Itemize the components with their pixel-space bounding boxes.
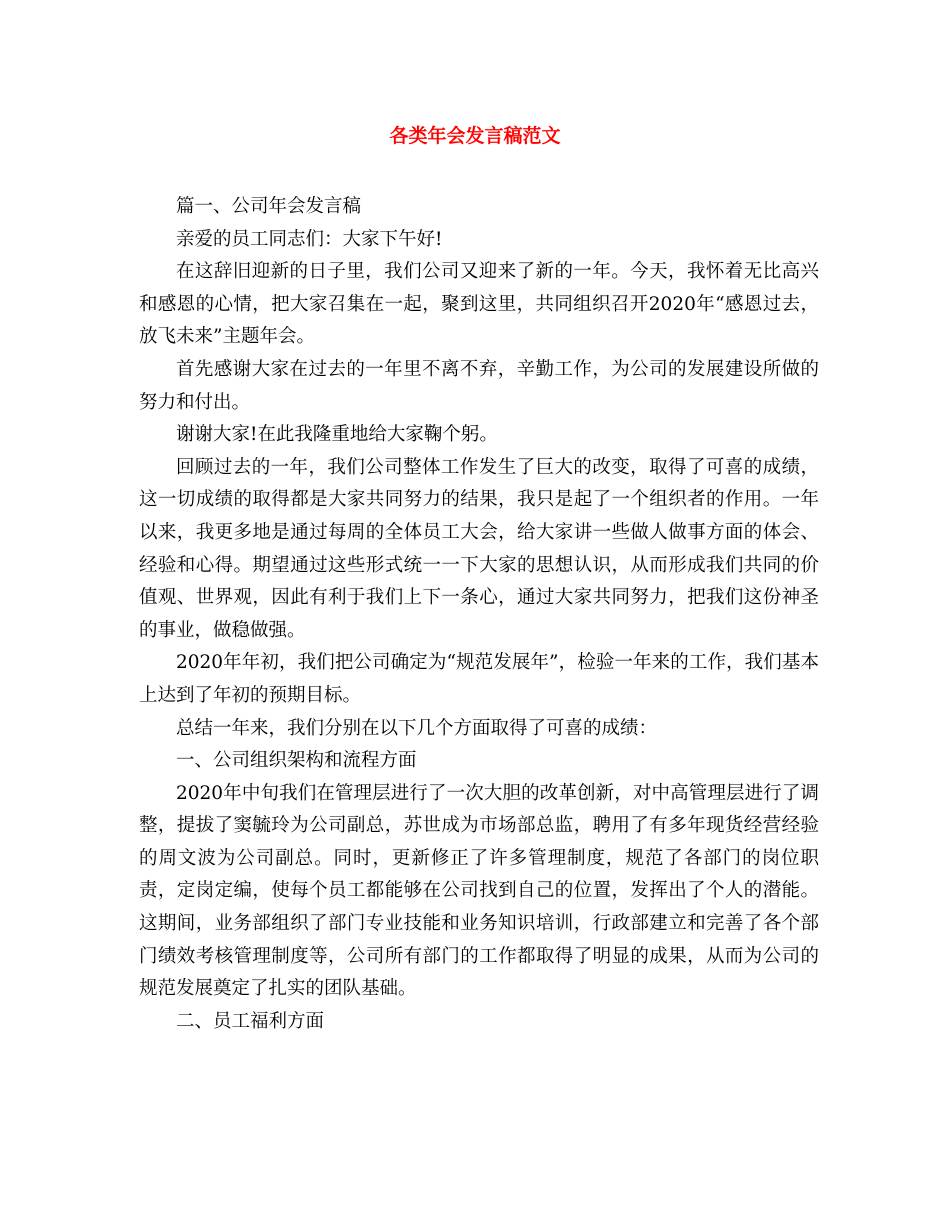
document-body xyxy=(139,191,819,1038)
document-title: 各类年会发言稿范文 xyxy=(389,125,561,147)
body-paragraph: 2020年中旬我们在管理层进行了一次大胆的改革创新，对中高管理层进行了调整，提拔了窦毓玲为公司副总，苏世成为市场部总监，聘用了有多年现货经营经验的周文波为公司副总。同时，更新修正了许多管理制度，规范了各部门的岗位职责，定岗定编，使每个员工都能够在公司找到自己的位置，发挥出了个人的潜能。这期间，业务部组织了部门专业技能和业务知识培训，行政部建立和完善了各个部门绩效考核管理制度等，公司所有部门的工作都取得了明显的成果，从而为公司的规范发展奠定了扎实的团队基础。 xyxy=(139,782,819,1000)
body-paragraph: 总结一年来，我们分别在以下几个方面取得了可喜的成绩： xyxy=(176,717,658,739)
body-paragraph: 谢谢大家!在此我隆重地给大家鞠个躬。 xyxy=(176,424,498,446)
body-paragraph: 回顾过去的一年，我们公司整体工作发生了巨大的改变，取得了可喜的成绩，这一切成绩的取得都是大家共同努力的结果，我只是起了一个组织者的作用。一年以来，我更多地是通过每周的全体员工大会，给大家讲一些做人做事方面的体会、经验和心得。期望通过这些形式统一一下大家的思想认识，从而形成我们共同的价值观、世界观，因此有利于我们上下一条心，通过大家共同努力，把我们这份神圣的事业，做稳做强。 xyxy=(139,456,819,641)
section-heading: 篇一、公司年会发言稿 xyxy=(176,196,362,217)
greeting-paragraph: 亲爱的员工同志们：大家下午好! xyxy=(176,228,443,250)
subsection-heading: 二、员工福利方面 xyxy=(176,1010,325,1032)
body-paragraph: 在这辞旧迎新的日子里，我们公司又迎来了新的一年。今天，我怀着无比高兴和感恩的心情，把大家召集在一起，聚到这里，共同组织召开2020年“感恩过去，放飞未来”主题年会。 xyxy=(139,261,819,348)
body-paragraph: 首先感谢大家在过去的一年里不离不弃，辛勤工作，为公司的发展建设所做的努力和付出。 xyxy=(139,358,819,413)
body-paragraph: 2020年年初，我们把公司确定为“规范发展年”，检验一年来的工作，我们基本上达到了年初的预期目标。 xyxy=(139,652,819,706)
subsection-heading: 一、公司组织架构和流程方面 xyxy=(176,750,417,772)
